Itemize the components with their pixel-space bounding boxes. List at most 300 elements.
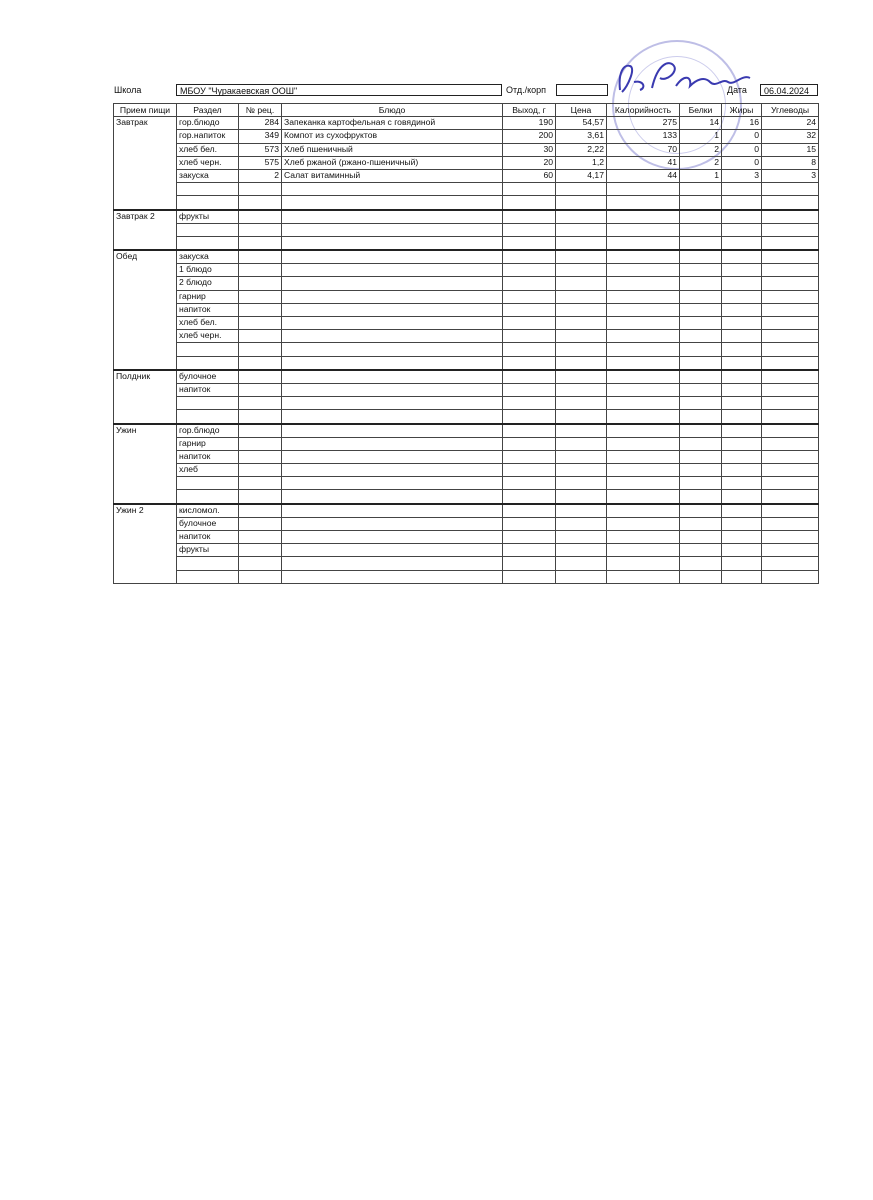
value-cell[interactable] bbox=[680, 504, 722, 518]
value-cell[interactable]: 4,17 bbox=[556, 169, 607, 182]
value-cell[interactable]: 1 bbox=[680, 169, 722, 182]
value-cell[interactable]: 24 bbox=[762, 117, 819, 130]
value-cell[interactable] bbox=[607, 330, 680, 343]
value-cell[interactable] bbox=[607, 517, 680, 530]
dish-cell[interactable]: Салат витаминный bbox=[282, 169, 503, 182]
value-cell[interactable]: 3 bbox=[762, 169, 819, 182]
value-cell[interactable] bbox=[239, 490, 282, 504]
dish-cell[interactable] bbox=[282, 183, 503, 196]
dish-cell[interactable] bbox=[282, 570, 503, 583]
value-cell[interactable] bbox=[239, 223, 282, 236]
value-cell[interactable] bbox=[556, 223, 607, 236]
section-cell[interactable]: гарнир bbox=[177, 290, 239, 303]
value-cell[interactable] bbox=[607, 196, 680, 210]
value-cell[interactable] bbox=[680, 303, 722, 316]
value-cell[interactable] bbox=[239, 317, 282, 330]
value-cell[interactable] bbox=[762, 477, 819, 490]
value-cell[interactable] bbox=[762, 570, 819, 583]
value-cell[interactable] bbox=[722, 437, 762, 450]
section-cell[interactable]: хлеб черн. bbox=[177, 330, 239, 343]
value-cell[interactable] bbox=[239, 531, 282, 544]
value-cell[interactable] bbox=[556, 370, 607, 384]
section-cell[interactable]: напиток bbox=[177, 450, 239, 463]
value-cell[interactable]: 0 bbox=[722, 156, 762, 169]
value-cell[interactable] bbox=[680, 437, 722, 450]
value-cell[interactable] bbox=[239, 437, 282, 450]
dish-cell[interactable] bbox=[282, 223, 503, 236]
section-cell[interactable]: фрукты bbox=[177, 210, 239, 224]
value-cell[interactable] bbox=[762, 370, 819, 384]
value-cell[interactable] bbox=[503, 356, 556, 370]
value-cell[interactable] bbox=[239, 570, 282, 583]
value-cell[interactable]: 3 bbox=[722, 169, 762, 182]
value-cell[interactable] bbox=[680, 343, 722, 356]
value-cell[interactable] bbox=[239, 210, 282, 224]
dish-cell[interactable] bbox=[282, 397, 503, 410]
value-cell[interactable] bbox=[762, 410, 819, 424]
value-cell[interactable] bbox=[722, 223, 762, 236]
section-cell[interactable] bbox=[177, 490, 239, 504]
value-cell[interactable] bbox=[722, 570, 762, 583]
section-cell[interactable] bbox=[177, 236, 239, 250]
value-cell[interactable] bbox=[680, 196, 722, 210]
value-cell[interactable] bbox=[680, 317, 722, 330]
value-cell[interactable] bbox=[722, 544, 762, 557]
value-cell[interactable] bbox=[722, 264, 762, 277]
value-cell[interactable] bbox=[722, 343, 762, 356]
value-cell[interactable] bbox=[239, 544, 282, 557]
value-cell[interactable] bbox=[503, 477, 556, 490]
value-cell[interactable] bbox=[239, 277, 282, 290]
value-cell[interactable] bbox=[556, 210, 607, 224]
value-cell[interactable] bbox=[556, 317, 607, 330]
value-cell[interactable]: 275 bbox=[607, 117, 680, 130]
value-cell[interactable] bbox=[239, 450, 282, 463]
value-cell[interactable] bbox=[556, 490, 607, 504]
value-cell[interactable] bbox=[556, 183, 607, 196]
value-cell[interactable] bbox=[503, 317, 556, 330]
value-cell[interactable]: 2 bbox=[680, 143, 722, 156]
section-cell[interactable]: гор.напиток bbox=[177, 130, 239, 143]
value-cell[interactable]: 349 bbox=[239, 130, 282, 143]
value-cell[interactable] bbox=[762, 223, 819, 236]
value-cell[interactable] bbox=[503, 490, 556, 504]
value-cell[interactable] bbox=[762, 303, 819, 316]
value-cell[interactable] bbox=[556, 277, 607, 290]
dish-cell[interactable] bbox=[282, 450, 503, 463]
value-cell[interactable] bbox=[722, 236, 762, 250]
value-cell[interactable] bbox=[503, 290, 556, 303]
value-cell[interactable] bbox=[680, 570, 722, 583]
value-cell[interactable] bbox=[722, 397, 762, 410]
value-cell[interactable] bbox=[680, 330, 722, 343]
value-cell[interactable] bbox=[503, 383, 556, 396]
value-cell[interactable] bbox=[556, 544, 607, 557]
section-cell[interactable]: напиток bbox=[177, 383, 239, 396]
value-cell[interactable] bbox=[607, 464, 680, 477]
value-cell[interactable] bbox=[607, 277, 680, 290]
value-cell[interactable] bbox=[239, 343, 282, 356]
dish-cell[interactable] bbox=[282, 437, 503, 450]
value-cell[interactable] bbox=[722, 424, 762, 438]
value-cell[interactable] bbox=[762, 277, 819, 290]
dish-cell[interactable] bbox=[282, 264, 503, 277]
value-cell[interactable] bbox=[722, 303, 762, 316]
value-cell[interactable] bbox=[680, 264, 722, 277]
value-cell[interactable] bbox=[680, 477, 722, 490]
value-cell[interactable] bbox=[722, 557, 762, 570]
value-cell[interactable] bbox=[607, 383, 680, 396]
value-cell[interactable]: 14 bbox=[680, 117, 722, 130]
value-cell[interactable] bbox=[607, 504, 680, 518]
value-cell[interactable] bbox=[762, 437, 819, 450]
value-cell[interactable] bbox=[503, 223, 556, 236]
value-cell[interactable] bbox=[503, 303, 556, 316]
value-cell[interactable] bbox=[607, 450, 680, 463]
value-cell[interactable] bbox=[239, 424, 282, 438]
value-cell[interactable]: 8 bbox=[762, 156, 819, 169]
section-cell[interactable] bbox=[177, 343, 239, 356]
value-cell[interactable] bbox=[762, 517, 819, 530]
value-cell[interactable] bbox=[503, 450, 556, 463]
dish-cell[interactable] bbox=[282, 424, 503, 438]
value-cell[interactable] bbox=[607, 183, 680, 196]
dish-cell[interactable] bbox=[282, 210, 503, 224]
value-cell[interactable] bbox=[680, 277, 722, 290]
value-cell[interactable] bbox=[607, 531, 680, 544]
value-cell[interactable] bbox=[722, 250, 762, 264]
value-cell[interactable] bbox=[239, 250, 282, 264]
value-cell[interactable] bbox=[556, 383, 607, 396]
dish-cell[interactable] bbox=[282, 196, 503, 210]
value-cell[interactable] bbox=[722, 210, 762, 224]
school-field[interactable]: МБОУ "Чуракаевская ООШ" bbox=[176, 84, 502, 96]
value-cell[interactable] bbox=[680, 370, 722, 384]
section-cell[interactable]: 1 блюдо bbox=[177, 264, 239, 277]
value-cell[interactable]: 200 bbox=[503, 130, 556, 143]
section-cell[interactable]: булочное bbox=[177, 517, 239, 530]
value-cell[interactable] bbox=[607, 477, 680, 490]
dish-cell[interactable] bbox=[282, 544, 503, 557]
section-cell[interactable]: хлеб бел. bbox=[177, 143, 239, 156]
value-cell[interactable] bbox=[239, 303, 282, 316]
section-cell[interactable] bbox=[177, 570, 239, 583]
dish-cell[interactable] bbox=[282, 557, 503, 570]
value-cell[interactable] bbox=[239, 236, 282, 250]
value-cell[interactable] bbox=[607, 557, 680, 570]
value-cell[interactable] bbox=[503, 250, 556, 264]
value-cell[interactable] bbox=[722, 356, 762, 370]
value-cell[interactable] bbox=[239, 383, 282, 396]
value-cell[interactable] bbox=[503, 277, 556, 290]
value-cell[interactable] bbox=[607, 424, 680, 438]
value-cell[interactable]: 2 bbox=[239, 169, 282, 182]
section-cell[interactable]: 2 блюдо bbox=[177, 277, 239, 290]
value-cell[interactable] bbox=[722, 383, 762, 396]
value-cell[interactable] bbox=[762, 531, 819, 544]
value-cell[interactable] bbox=[239, 477, 282, 490]
dish-cell[interactable] bbox=[282, 517, 503, 530]
value-cell[interactable] bbox=[556, 477, 607, 490]
value-cell[interactable] bbox=[607, 570, 680, 583]
value-cell[interactable] bbox=[503, 343, 556, 356]
section-cell[interactable] bbox=[177, 196, 239, 210]
dish-cell[interactable] bbox=[282, 236, 503, 250]
value-cell[interactable] bbox=[680, 517, 722, 530]
value-cell[interactable] bbox=[722, 504, 762, 518]
value-cell[interactable] bbox=[722, 330, 762, 343]
value-cell[interactable] bbox=[239, 464, 282, 477]
section-cell[interactable] bbox=[177, 223, 239, 236]
value-cell[interactable] bbox=[762, 383, 819, 396]
value-cell[interactable] bbox=[556, 437, 607, 450]
value-cell[interactable] bbox=[607, 236, 680, 250]
value-cell[interactable] bbox=[722, 477, 762, 490]
value-cell[interactable]: 190 bbox=[503, 117, 556, 130]
value-cell[interactable] bbox=[762, 544, 819, 557]
value-cell[interactable]: 1,2 bbox=[556, 156, 607, 169]
value-cell[interactable]: 3,61 bbox=[556, 130, 607, 143]
value-cell[interactable]: 575 bbox=[239, 156, 282, 169]
value-cell[interactable] bbox=[680, 250, 722, 264]
value-cell[interactable] bbox=[762, 557, 819, 570]
value-cell[interactable] bbox=[503, 464, 556, 477]
value-cell[interactable] bbox=[556, 504, 607, 518]
value-cell[interactable] bbox=[607, 250, 680, 264]
value-cell[interactable] bbox=[556, 196, 607, 210]
value-cell[interactable] bbox=[556, 531, 607, 544]
value-cell[interactable] bbox=[607, 343, 680, 356]
value-cell[interactable] bbox=[556, 424, 607, 438]
dish-cell[interactable]: Запеканка картофельная с говядиной bbox=[282, 117, 503, 130]
value-cell[interactable] bbox=[680, 223, 722, 236]
value-cell[interactable] bbox=[722, 531, 762, 544]
dish-cell[interactable] bbox=[282, 464, 503, 477]
value-cell[interactable] bbox=[680, 557, 722, 570]
dish-cell[interactable] bbox=[282, 490, 503, 504]
value-cell[interactable]: 1 bbox=[680, 130, 722, 143]
section-cell[interactable]: гор.блюдо bbox=[177, 424, 239, 438]
value-cell[interactable] bbox=[503, 504, 556, 518]
section-cell[interactable]: хлеб черн. bbox=[177, 156, 239, 169]
value-cell[interactable]: 2 bbox=[680, 156, 722, 169]
value-cell[interactable]: 16 bbox=[722, 117, 762, 130]
value-cell[interactable] bbox=[680, 397, 722, 410]
value-cell[interactable] bbox=[556, 570, 607, 583]
value-cell[interactable] bbox=[722, 517, 762, 530]
value-cell[interactable] bbox=[762, 450, 819, 463]
section-cell[interactable]: хлеб бел. bbox=[177, 317, 239, 330]
value-cell[interactable] bbox=[239, 290, 282, 303]
value-cell[interactable]: 70 bbox=[607, 143, 680, 156]
value-cell[interactable] bbox=[556, 397, 607, 410]
value-cell[interactable] bbox=[239, 183, 282, 196]
value-cell[interactable]: 20 bbox=[503, 156, 556, 169]
dish-cell[interactable] bbox=[282, 531, 503, 544]
section-cell[interactable] bbox=[177, 356, 239, 370]
value-cell[interactable] bbox=[503, 557, 556, 570]
value-cell[interactable] bbox=[607, 356, 680, 370]
value-cell[interactable] bbox=[239, 196, 282, 210]
dish-cell[interactable] bbox=[282, 410, 503, 424]
value-cell[interactable] bbox=[680, 544, 722, 557]
section-cell[interactable]: закуска bbox=[177, 250, 239, 264]
dish-cell[interactable] bbox=[282, 356, 503, 370]
value-cell[interactable] bbox=[607, 544, 680, 557]
section-cell[interactable]: напиток bbox=[177, 303, 239, 316]
value-cell[interactable] bbox=[680, 531, 722, 544]
value-cell[interactable]: 54,57 bbox=[556, 117, 607, 130]
section-cell[interactable] bbox=[177, 397, 239, 410]
value-cell[interactable]: 2,22 bbox=[556, 143, 607, 156]
value-cell[interactable] bbox=[607, 490, 680, 504]
value-cell[interactable] bbox=[556, 290, 607, 303]
value-cell[interactable] bbox=[607, 437, 680, 450]
dish-cell[interactable] bbox=[282, 317, 503, 330]
value-cell[interactable] bbox=[680, 210, 722, 224]
section-cell[interactable] bbox=[177, 183, 239, 196]
section-cell[interactable]: закуска bbox=[177, 169, 239, 182]
section-cell[interactable]: напиток bbox=[177, 531, 239, 544]
value-cell[interactable]: 0 bbox=[722, 143, 762, 156]
value-cell[interactable] bbox=[722, 183, 762, 196]
value-cell[interactable] bbox=[503, 397, 556, 410]
section-cell[interactable]: кисломол. bbox=[177, 504, 239, 518]
value-cell[interactable] bbox=[722, 317, 762, 330]
value-cell[interactable] bbox=[722, 196, 762, 210]
value-cell[interactable] bbox=[556, 250, 607, 264]
value-cell[interactable] bbox=[762, 330, 819, 343]
dish-cell[interactable] bbox=[282, 343, 503, 356]
value-cell[interactable] bbox=[680, 290, 722, 303]
dept-field[interactable] bbox=[556, 84, 608, 96]
value-cell[interactable] bbox=[556, 557, 607, 570]
value-cell[interactable] bbox=[239, 264, 282, 277]
value-cell[interactable] bbox=[722, 450, 762, 463]
dish-cell[interactable] bbox=[282, 303, 503, 316]
section-cell[interactable] bbox=[177, 557, 239, 570]
value-cell[interactable]: 0 bbox=[722, 130, 762, 143]
value-cell[interactable] bbox=[503, 183, 556, 196]
dish-cell[interactable] bbox=[282, 250, 503, 264]
value-cell[interactable] bbox=[503, 517, 556, 530]
value-cell[interactable] bbox=[762, 183, 819, 196]
value-cell[interactable]: 133 bbox=[607, 130, 680, 143]
value-cell[interactable] bbox=[239, 410, 282, 424]
value-cell[interactable]: 573 bbox=[239, 143, 282, 156]
value-cell[interactable] bbox=[556, 464, 607, 477]
value-cell[interactable] bbox=[762, 464, 819, 477]
value-cell[interactable] bbox=[239, 557, 282, 570]
value-cell[interactable] bbox=[680, 490, 722, 504]
value-cell[interactable] bbox=[762, 250, 819, 264]
value-cell[interactable] bbox=[503, 544, 556, 557]
value-cell[interactable]: 32 bbox=[762, 130, 819, 143]
dish-cell[interactable]: Компот из сухофруктов bbox=[282, 130, 503, 143]
value-cell[interactable] bbox=[762, 504, 819, 518]
value-cell[interactable] bbox=[503, 330, 556, 343]
value-cell[interactable] bbox=[239, 356, 282, 370]
dish-cell[interactable] bbox=[282, 504, 503, 518]
value-cell[interactable] bbox=[503, 264, 556, 277]
value-cell[interactable] bbox=[556, 303, 607, 316]
dish-cell[interactable]: Хлеб пшеничный bbox=[282, 143, 503, 156]
value-cell[interactable] bbox=[680, 410, 722, 424]
section-cell[interactable]: фрукты bbox=[177, 544, 239, 557]
value-cell[interactable] bbox=[607, 264, 680, 277]
dish-cell[interactable] bbox=[282, 477, 503, 490]
dish-cell[interactable] bbox=[282, 330, 503, 343]
value-cell[interactable] bbox=[503, 570, 556, 583]
value-cell[interactable] bbox=[680, 450, 722, 463]
value-cell[interactable] bbox=[722, 370, 762, 384]
value-cell[interactable] bbox=[607, 410, 680, 424]
value-cell[interactable] bbox=[556, 450, 607, 463]
dish-cell[interactable] bbox=[282, 383, 503, 396]
value-cell[interactable] bbox=[722, 290, 762, 303]
section-cell[interactable] bbox=[177, 477, 239, 490]
value-cell[interactable] bbox=[762, 317, 819, 330]
value-cell[interactable] bbox=[503, 196, 556, 210]
value-cell[interactable] bbox=[607, 290, 680, 303]
value-cell[interactable] bbox=[556, 410, 607, 424]
value-cell[interactable] bbox=[722, 410, 762, 424]
value-cell[interactable] bbox=[680, 183, 722, 196]
value-cell[interactable] bbox=[762, 356, 819, 370]
dish-cell[interactable]: Хлеб ржаной (ржано-пшеничный) bbox=[282, 156, 503, 169]
value-cell[interactable]: 44 bbox=[607, 169, 680, 182]
value-cell[interactable] bbox=[239, 397, 282, 410]
value-cell[interactable] bbox=[607, 223, 680, 236]
value-cell[interactable] bbox=[556, 356, 607, 370]
value-cell[interactable] bbox=[556, 236, 607, 250]
value-cell[interactable] bbox=[680, 356, 722, 370]
value-cell[interactable] bbox=[607, 303, 680, 316]
value-cell[interactable] bbox=[607, 210, 680, 224]
value-cell[interactable] bbox=[762, 264, 819, 277]
value-cell[interactable] bbox=[722, 277, 762, 290]
value-cell[interactable] bbox=[556, 330, 607, 343]
value-cell[interactable] bbox=[680, 464, 722, 477]
value-cell[interactable] bbox=[762, 397, 819, 410]
value-cell[interactable]: 284 bbox=[239, 117, 282, 130]
value-cell[interactable] bbox=[680, 383, 722, 396]
value-cell[interactable] bbox=[556, 517, 607, 530]
value-cell[interactable] bbox=[722, 490, 762, 504]
value-cell[interactable] bbox=[239, 517, 282, 530]
value-cell[interactable] bbox=[503, 531, 556, 544]
dish-cell[interactable] bbox=[282, 290, 503, 303]
value-cell[interactable] bbox=[503, 370, 556, 384]
value-cell[interactable] bbox=[239, 330, 282, 343]
value-cell[interactable] bbox=[556, 343, 607, 356]
section-cell[interactable]: булочное bbox=[177, 370, 239, 384]
value-cell[interactable] bbox=[607, 317, 680, 330]
value-cell[interactable] bbox=[607, 397, 680, 410]
date-field[interactable]: 06.04.2024 bbox=[760, 84, 818, 96]
value-cell[interactable] bbox=[722, 464, 762, 477]
value-cell[interactable] bbox=[503, 437, 556, 450]
dish-cell[interactable] bbox=[282, 370, 503, 384]
value-cell[interactable] bbox=[762, 290, 819, 303]
value-cell[interactable] bbox=[556, 264, 607, 277]
value-cell[interactable] bbox=[762, 343, 819, 356]
value-cell[interactable] bbox=[239, 504, 282, 518]
value-cell[interactable]: 60 bbox=[503, 169, 556, 182]
section-cell[interactable]: гарнир bbox=[177, 437, 239, 450]
value-cell[interactable] bbox=[680, 424, 722, 438]
value-cell[interactable]: 30 bbox=[503, 143, 556, 156]
